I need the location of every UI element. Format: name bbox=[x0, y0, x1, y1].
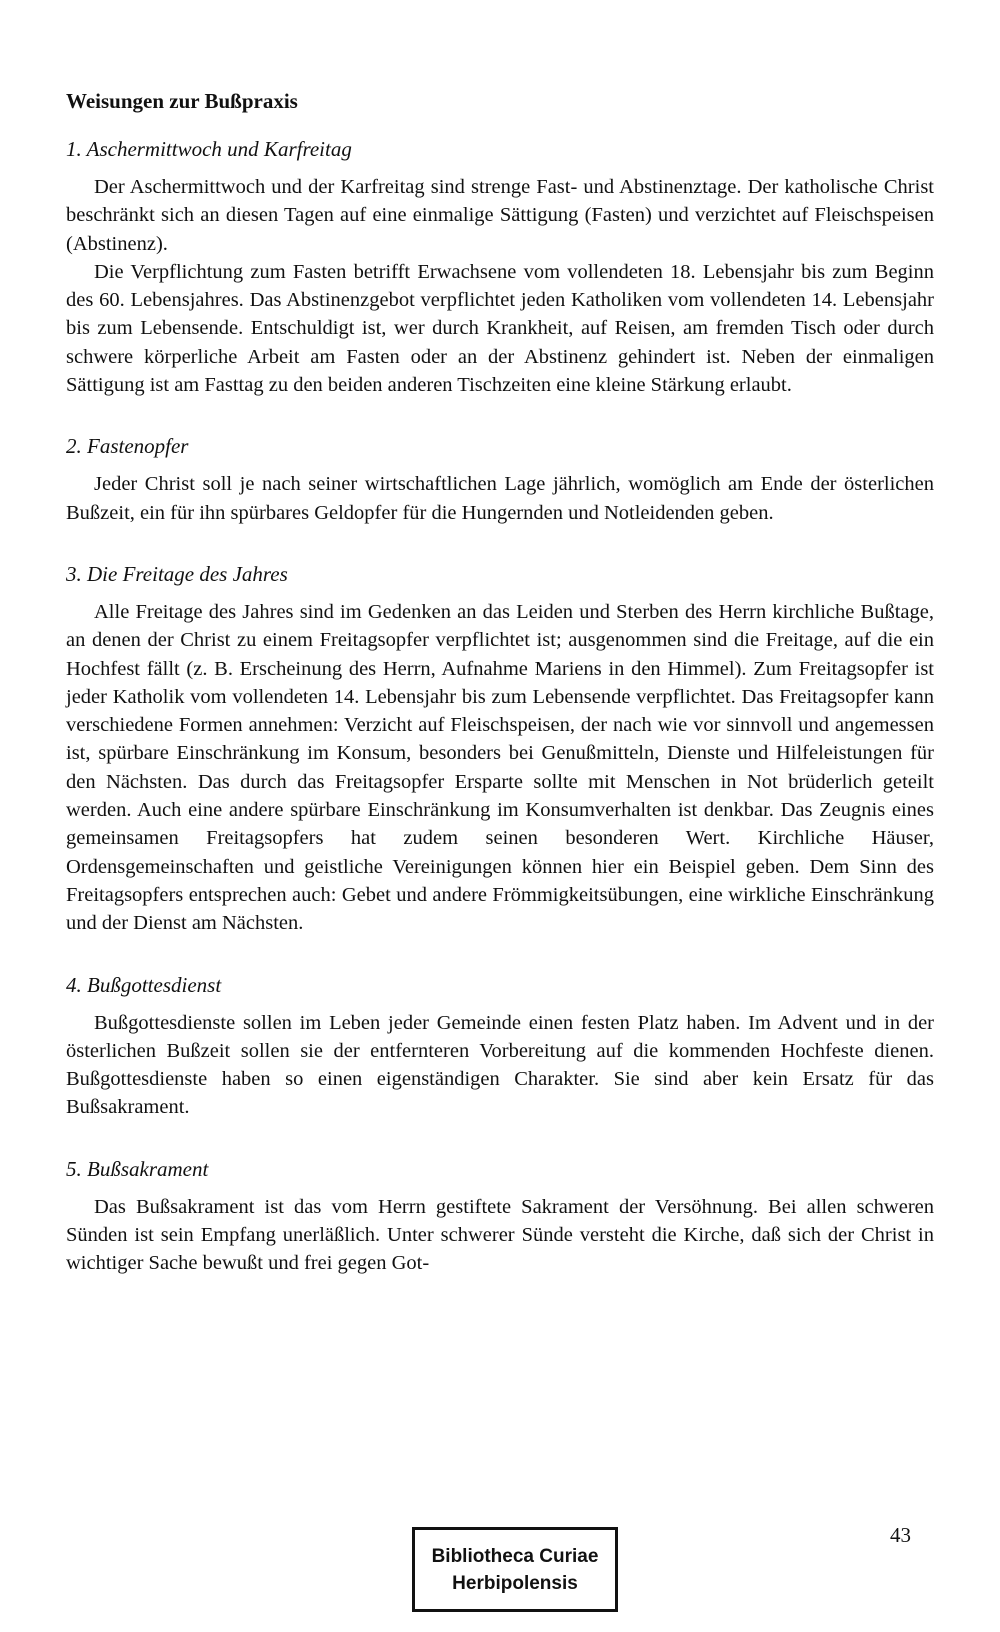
section-freitage bbox=[66, 561, 934, 938]
paragraph: Jeder Christ soll je nach seiner wirtschaftlichen Lage jährlich, womöglich am Ende der österlichen Bußzeit, ein für ihn spürbares Geldopfer für die Hungernden und Notleidenden geben. bbox=[66, 473, 934, 524]
document-title: Weisungen zur Bußpraxis bbox=[66, 89, 298, 113]
page-number: 43 bbox=[890, 1523, 911, 1547]
section-ash-wednesday-good-friday bbox=[66, 136, 934, 399]
section-heading: 4. Bußgottesdienst bbox=[66, 972, 222, 997]
library-stamp bbox=[412, 1527, 618, 1612]
paragraph: Die Verpflichtung zum Fasten betrifft Erwachsene vom vollendeten 18. Lebensjahr bis zum Beginn des 60. Lebensjahres. Das Abstinenzgebot verpflichtet jeden Katholiken vom vollendeten 14. Lebensjahr bis zum Lebensende. Entschuldigt ist, wer durch Krankheit, auf Reisen, am fremden Tisch oder durch schwere körperliche Arbeit am Fasten oder an der Abstinenz gehindert ist. Neben der einmaligen Sättigung ist am Fasttag zu den beiden anderen Tischzeiten eine kleine Stärkung erlaubt. bbox=[66, 260, 934, 397]
paragraph: Der Aschermittwoch und der Karfreitag sind strenge Fast- und Abstinenztage. Der katholische Christ beschränkt sich an diesen Tagen auf eine einmalige Sättigung (Fasten) und verzichtet auf Fleischspeisen (Abstinenz). bbox=[66, 176, 934, 255]
paragraph: Alle Freitage des Jahres sind im Gedenken an das Leiden und Sterben des Herrn kirchliche Bußtage, an denen der Christ zu einem Freitagsopfer verpflichtet ist; ausgenommen sind die Freitage, auf die ein Hochfest fällt (z. B. Erscheinung des Herrn, Aufnahme Mariens in den Himmel). Zum Freitagsopfer ist jeder Katholik vom vollendeten 14. Lebensjahr bis zum Lebensende verpflichtet. Das Freitagsopfer kann verschiedene Formen annehmen: Verzicht auf Fleischspeisen, der nach wie vor sinnvoll und angemessen ist, spürbare Einschränkung im Konsum, besonders bei Genußmitteln, Dienste und Hilfeleistungen für den Nächsten. Das durch das Freitagsopfer Ersparte sollte mit Menschen in Not brüderlich geteilt werden. Auch eine andere spürbare Einschränkung im Konsumverhalten ist denkbar. Das Zeugnis eines gemeinsamen Freitagsopfers hat zudem seinen besonderen Wert. Kirchliche Häuser, Ordensgemeinschaften und geistliche Vereinigungen können hier ein Beispiel geben. Dem Sinn des Freitagsopfers entsprechen auch: Gebet und andere Frömmigkeitsübungen, eine wirkliche Einschränkung und der Dienst am Nächsten. bbox=[66, 600, 934, 935]
section-fastenopfer bbox=[66, 433, 934, 527]
section-busssakrament bbox=[66, 1156, 934, 1278]
paragraph: Das Bußsakrament ist das vom Herrn gestiftete Sakrament der Versöhnung. Bei allen schweren Sünden ist sein Empfang unerläßlich. Unter schwerer Sünde versteht die Kirche, daß sich der Christ in wichtiger Sache bewußt und frei gegen Got- bbox=[66, 1195, 934, 1275]
section-heading: 1. Aschermittwoch und Karfreitag bbox=[66, 137, 352, 161]
section-heading: 2. Fastenopfer bbox=[66, 434, 189, 459]
section-heading: 3. Die Freitage des Jahres bbox=[66, 561, 288, 586]
section-heading: 5. Bußsakrament bbox=[66, 1156, 209, 1181]
stamp-line: Bibliotheca Curiae bbox=[431, 1546, 599, 1567]
paragraph: Bußgottesdienste sollen im Leben jeder Gemeinde einen festen Platz haben. Im Advent und in der österlichen Bußzeit sollen sie der entfernteren Vorbereitung auf die kommenden Hochfeste dienen. Bußgottesdienste haben so einen eigenständigen Charakter. Sie sind aber kein Ersatz für das Bußsakrament. bbox=[66, 1011, 934, 1119]
section-bussgottesdienst bbox=[66, 972, 934, 1122]
stamp-line: Herbipolensis bbox=[452, 1573, 578, 1594]
document-page bbox=[66, 88, 934, 1312]
